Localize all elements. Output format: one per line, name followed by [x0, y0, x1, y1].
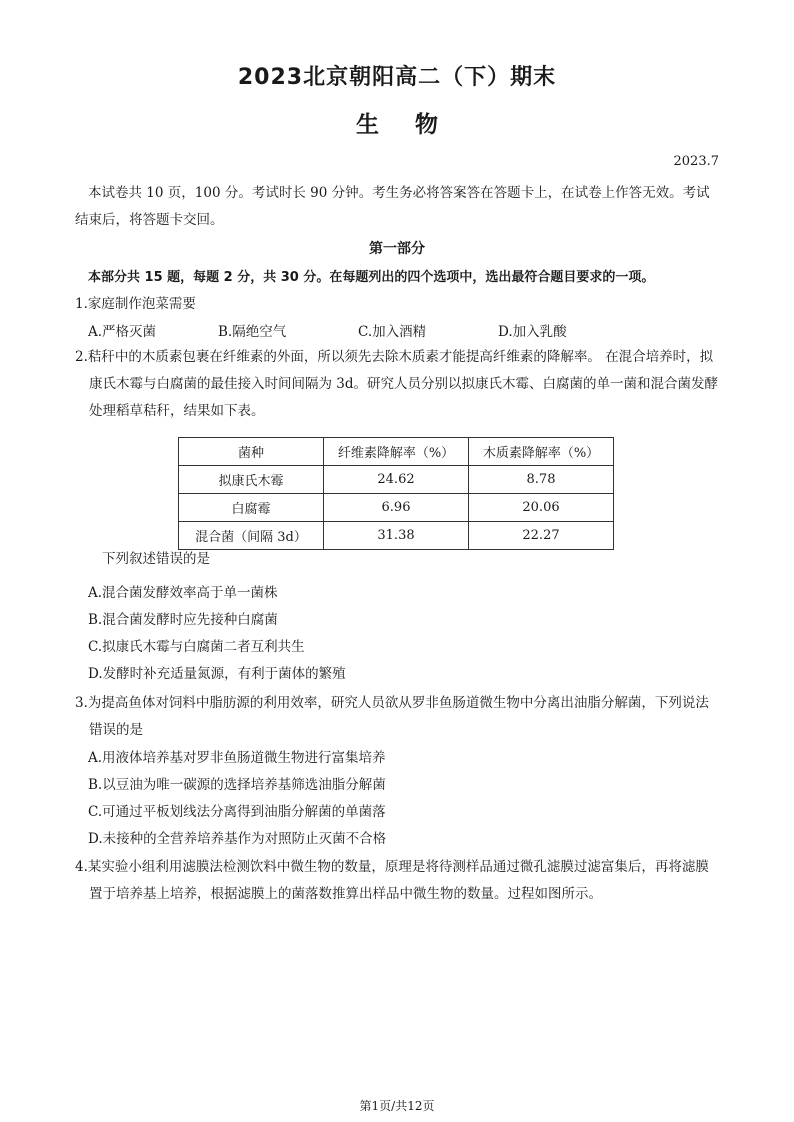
part-heading: 第一部分	[369, 241, 425, 257]
question-4-stem: 4.某实验小组利用滤膜法检测饮料中微生物的数量，原理是将待测样品通过微孔滤膜过滤富集后，再将滤膜置于培养基上培养，根据滤膜上的菌落数推算出样品中微生物的数量。过程如图所示。	[75, 859, 709, 902]
table-cell: 白腐霉	[179, 494, 324, 522]
q3-option-b: B.以豆油为唯一碳源的选择培养基筛选油脂分解菌	[88, 777, 386, 793]
table-cell: 拟康氏木霉	[179, 466, 324, 494]
question-1-stem: 1.家庭制作泡菜需要	[75, 296, 196, 312]
q1-option-d: D.加入乳酸	[498, 324, 567, 340]
table-cell: 31.38	[324, 522, 469, 550]
q3-option-d: D.未接种的全营养培养基作为对照防止灭菌不合格	[88, 831, 387, 847]
intro-paragraph: 本试卷共 10 页，100 分。考试时长 90 分钟。考生务必将答案答在答题卡上，在试卷上作答无效。考试结束后，将答题卡交回。	[75, 185, 710, 228]
table-cell: 20.06	[469, 494, 614, 522]
subject-title: 生物	[356, 112, 474, 138]
q1-option-c: C.加入酒精	[358, 324, 427, 340]
table-cell: 混合菌（间隔 3d）	[179, 522, 324, 550]
q2-option-a: A.混合菌发酵效率高于单一菌株	[88, 585, 278, 601]
q1-option-b: B.隔绝空气	[218, 324, 287, 340]
table-row	[179, 494, 614, 522]
table-cell: 6.96	[324, 494, 469, 522]
part-instruction: 本部分共 15 题，每题 2 分，共 30 分。在每题列出的四个选项中，选出最符合题目要求的一项。	[88, 270, 655, 285]
table-header-cell: 菌种	[179, 438, 324, 466]
question-2-stem: 2.秸秆中的木质素包裹在纤维素的外面，所以须先去除木质素才能提高纤维素的降解率。 在混合培养时，拟康氏木霉与白腐菌的最佳接入时间间隔为 3d。研究人员分别以拟康氏木霉、白腐菌的单一菌和混合菌发酵处理稻草秸秆，结果如下表。	[75, 349, 719, 419]
q3-option-c: C.可通过平板划线法分离得到油脂分解菌的单菌落	[88, 804, 386, 820]
table-header-cell: 纤维素降解率（%）	[324, 438, 469, 466]
exam-date: 2023.7	[673, 154, 719, 169]
table-header-cell: 木质素降解率（%）	[469, 438, 614, 466]
q1-option-a: A.严格灭菌	[88, 324, 157, 340]
question-3-stem: 3.为提高鱼体对饲料中脂肪源的利用效率，研究人员欲从罗非鱼肠道微生物中分离出油脂分解菌，下列说法错误的是	[75, 695, 709, 738]
exam-title: 2023北京朝阳高二（下）期末	[237, 65, 557, 90]
table-cell: 22.27	[469, 522, 614, 550]
q2-option-b: B.混合菌发酵时应先接种白腐菌	[88, 612, 278, 628]
q3-option-a: A.用液体培养基对罗非鱼肠道微生物进行富集培养	[88, 750, 386, 766]
question-2-prompt: 下列叙述错误的是	[102, 551, 210, 567]
table-cell: 8.78	[469, 466, 614, 494]
table-row	[179, 522, 614, 550]
table-cell: 24.62	[324, 466, 469, 494]
q2-option-c: C.拟康氏木霉与白腐菌二者互利共生	[88, 639, 305, 655]
results-table	[178, 437, 614, 550]
table-row	[179, 466, 614, 494]
q2-option-d: D.发酵时补充适量氮源，有利于菌体的繁殖	[88, 666, 346, 682]
table-header-row	[179, 438, 614, 466]
page-footer: 第1页/共12页	[359, 1099, 435, 1113]
